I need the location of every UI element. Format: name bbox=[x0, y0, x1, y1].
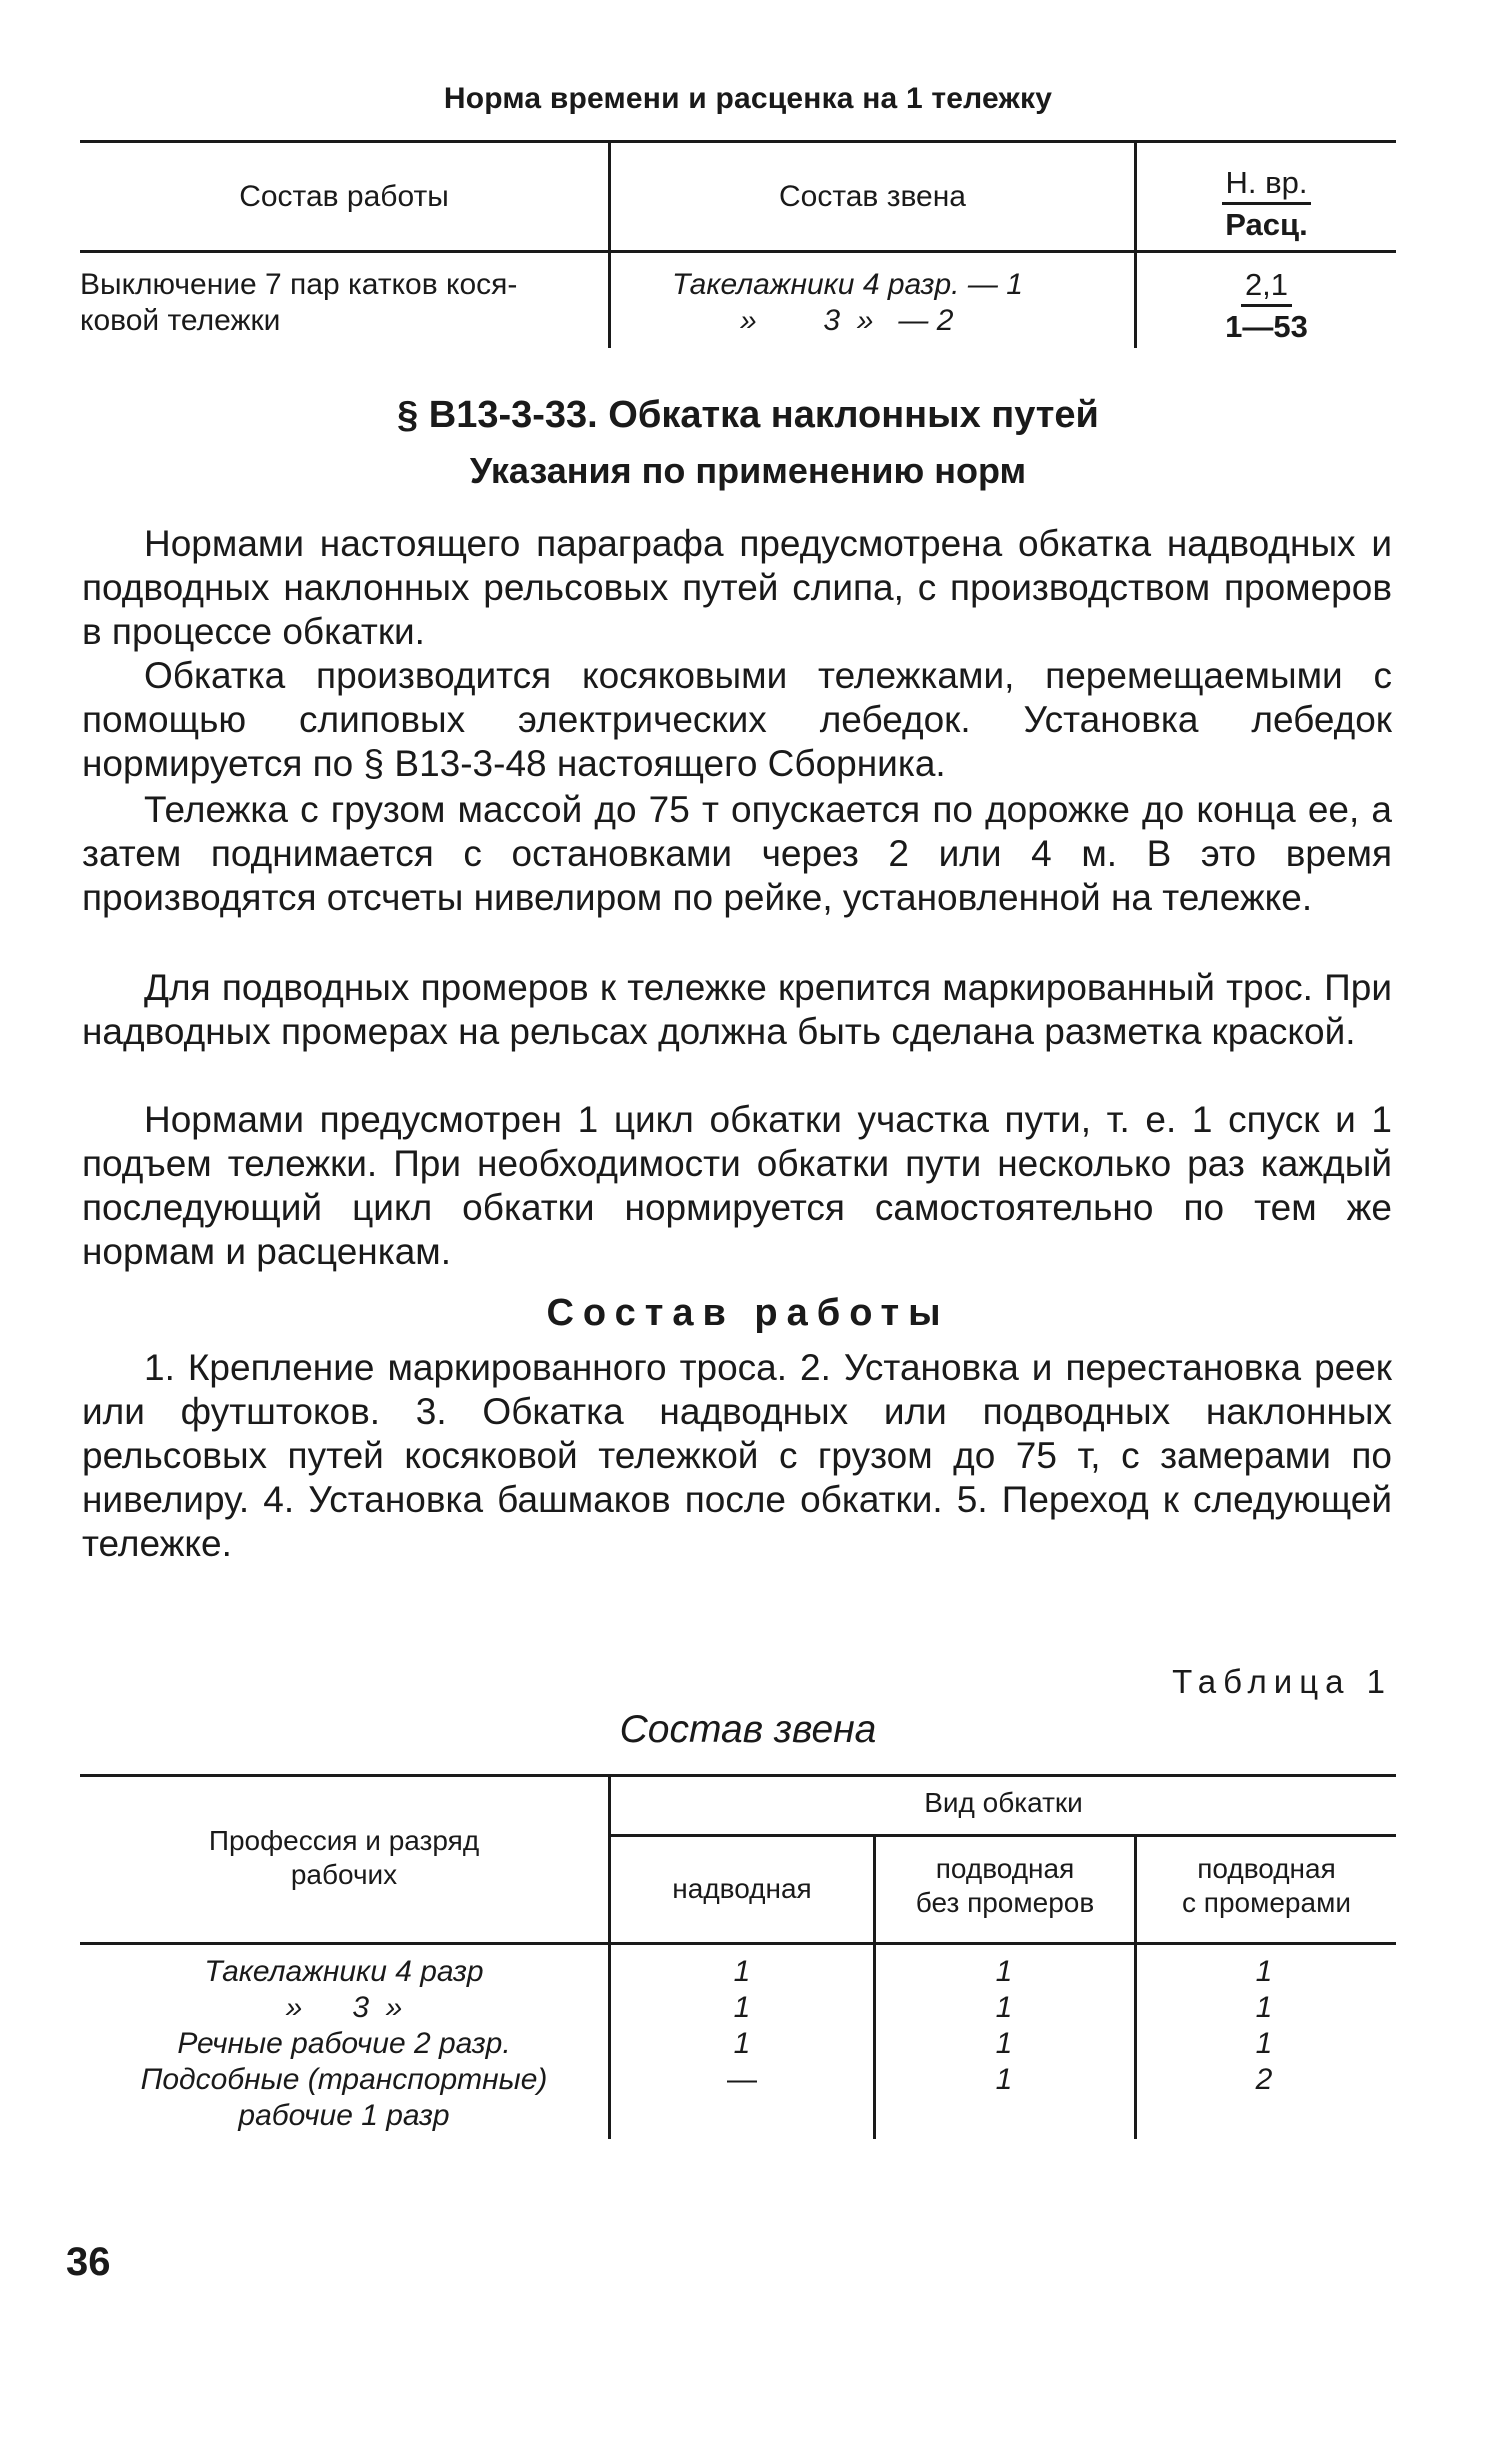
table-row-v1: 1 bbox=[733, 1955, 751, 1988]
section-title: § В13-3-33. Обкатка наклонных путей bbox=[397, 394, 1099, 436]
table-row-name: Подсобные (транспортные) bbox=[140, 2063, 548, 2096]
work-composition-title: Состав работы bbox=[546, 1292, 950, 1334]
row-norm: 2,1 bbox=[1241, 266, 1292, 307]
norm-table-caption: Норма времени и расценка на 1 тележку bbox=[443, 82, 1053, 115]
col2-line2: без промеров bbox=[915, 1887, 1095, 1918]
header-crew: Состав звена bbox=[778, 180, 966, 213]
table-row-name: Речные рабочие 2 разр. bbox=[177, 2027, 511, 2060]
table-row-name: Такелажники 4 разр bbox=[204, 1955, 484, 1988]
paragraph-5: Нормами предусмотрен 1 цикл обкатки участка пути, т. е. 1 спуск и 1 подъем тележки. При необходимости обкатки пути несколько раз каждый последующий цикл обкатки нормируется самостоятельно по тем же нормам и расценкам. bbox=[82, 1099, 1392, 1272]
row-norm-rate bbox=[1137, 266, 1396, 347]
paragraph-2: Обкатка производится косяковыми тележками, перемещаемыми с помощью слиповых электрических лебедок. Установка лебедок нормируется по § В13-3-48 настоящего Сборника. bbox=[82, 655, 1392, 784]
table-label: Таблица 1 bbox=[1172, 1663, 1392, 1700]
table-row-v3: 1 bbox=[1255, 1991, 1273, 2024]
table-row-v3: 2 bbox=[1255, 2063, 1273, 2096]
header-profession bbox=[80, 1824, 608, 1892]
paragraph-1: Нормами настоящего параграфа предусмотрена обкатка надводных и подводных наклонных рельсовых путей слипа, с производством промеров в процессе обкатки. bbox=[82, 523, 1392, 652]
table1-top-rule bbox=[80, 1774, 1396, 1777]
table-row-v2: 1 bbox=[995, 1991, 1013, 2024]
header-col-underwater-no-measure bbox=[876, 1852, 1134, 1920]
header-col-underwater-measure bbox=[1137, 1852, 1396, 1920]
col3-line2: с промерами bbox=[1182, 1887, 1351, 1918]
row-crew-line1: Такелажники 4 разр. — 1 bbox=[672, 268, 1023, 301]
top-table-divider-1 bbox=[608, 140, 611, 348]
header-profession-line1: Профессия и разряд bbox=[208, 1825, 480, 1856]
table1-divider-1 bbox=[608, 1774, 611, 2139]
section-subtitle: Указания по применению норм bbox=[469, 450, 1027, 491]
table-row-v1: 1 bbox=[733, 2027, 751, 2060]
page-number: 36 bbox=[66, 2240, 111, 2284]
table-row-name: рабочие 1 разр bbox=[238, 2099, 450, 2132]
table-row-v1: — bbox=[727, 2063, 757, 2096]
header-profession-line2: рабочих bbox=[290, 1859, 398, 1890]
row-work-line1: Выключение 7 пар катков кося- bbox=[80, 268, 518, 301]
work-composition-text: 1. Крепление маркированного троса. 2. Установка и перестановка реек или футштоков. 3. Обкатка надводных или подводных наклонных рельсовых путей косяковой тележкой с грузом до 75 т, с замерами по нивелиру. 4. Установка башмаков после обкатки. 5. Переход к следующей тележке. bbox=[82, 1347, 1392, 1564]
header-col-surface: надводная bbox=[672, 1873, 812, 1904]
table1-group-rule bbox=[608, 1834, 1396, 1837]
top-table-header-rule bbox=[80, 250, 1396, 253]
header-norm: Н. вр. bbox=[1222, 164, 1312, 205]
header-rolling-type: Вид обкатки bbox=[924, 1787, 1083, 1818]
top-table-top-rule bbox=[80, 140, 1396, 143]
table-row-name: » 3 » bbox=[285, 1991, 403, 2024]
col2-line1: подводная bbox=[935, 1853, 1075, 1884]
row-crew-line2: » 3 » — 2 bbox=[740, 304, 954, 337]
table-row-v2: 1 bbox=[995, 1955, 1013, 1988]
table-caption: Состав звена bbox=[619, 1708, 877, 1751]
row-rate: 1—53 bbox=[1225, 309, 1308, 344]
table-row-v1: 1 bbox=[733, 1991, 751, 2024]
table-row-v3: 1 bbox=[1255, 1955, 1273, 1988]
row-work-line2: ковой тележки bbox=[80, 304, 281, 337]
paragraph-3: Тележка с грузом массой до 75 т опускается по дорожке до конца ее, а затем поднимается с остановками через 2 или 4 м. В это время производятся отсчеты нивелиром по рейке, установленной на тележке. bbox=[82, 789, 1392, 918]
header-work: Состав работы bbox=[239, 180, 449, 213]
table-row-v3: 1 bbox=[1255, 2027, 1273, 2060]
table-row-v2: 1 bbox=[995, 2027, 1013, 2060]
paragraph-4: Для подводных промеров к тележке крепится маркированный трос. При надводных промерах на рельсах должна быть сделана разметка краской. bbox=[82, 967, 1392, 1052]
table-row-v2: 1 bbox=[995, 2063, 1013, 2096]
col3-line1: подводная bbox=[1197, 1853, 1336, 1884]
header-rate: Расц. bbox=[1225, 207, 1308, 242]
header-norm-rate bbox=[1137, 164, 1396, 245]
table1-header-rule bbox=[80, 1942, 1396, 1945]
